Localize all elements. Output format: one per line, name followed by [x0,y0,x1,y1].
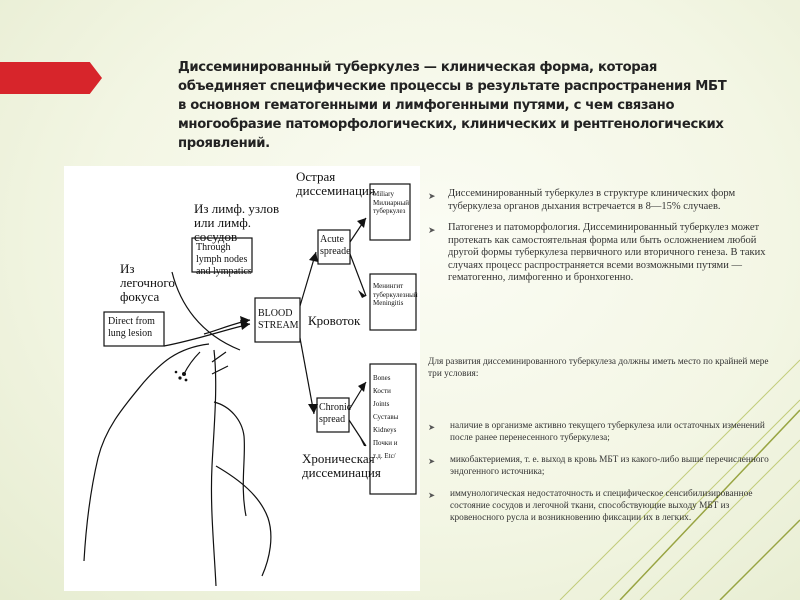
meningitis-label: Менингит туберкулезный Meningitis [373,282,418,307]
bullet-list [428,188,780,294]
arrowhead-bullet-icon: ➤ [428,456,436,466]
chronic-spread-label: Chronic spread [319,402,352,425]
chronic-dissemination-label: Хроническая диссеминация [302,451,381,480]
condition-item [428,454,780,478]
arrowhead-bullet-icon: ➤ [428,191,436,201]
miliary-label: Miliary Милиарный туберкулез [373,190,410,215]
slide-title: Диссеминированный туберкулез — клиническая форма, которая объединяет специфические процессы в результате распространения МБТ в основном гематогенными и лимфогенными путями, с чем связано многообразие патоморфологических, клинических и рентгенологических проявлений. [178,60,727,151]
condition-text: микобактериемия, т. е. выход в кровь МБТ из какого-либо выше перечисленного эндогенного источника; [450,455,769,477]
from-lung-focus-label: Из легочного фокуса [120,261,175,304]
through-lymph-label: Through lymph nodes and lympatics [196,242,252,277]
condition-text: иммунологическая недостаточность и специфическое сенсибилизированное состояние сосудов и легочной ткани, способствующие выходу МБТ из кровеносного русла и возникновению фиксации их в легких. [450,489,753,523]
acute-dissemination-label: Острая диссеминация [296,169,375,198]
bullet-text: Патогенез и патоморфология. Диссеминированный туберкулез может протекать как самостоятельная форма или быть осложнением любой другой формы туберкулеза первичного или вторичного генеза. В таких случаях процесс распространяется всеми возможными путями — гематогенно, лимфогенно и бронхогенно. [448,222,766,283]
condition-text: наличие в организме активно текущего туберкулеза или остаточных изменений после ранее перенесенного туберкулеза; [450,421,765,443]
bullet-text: Диссеминированный туберкулез в структуре клинических форм туберкулеза органов дыхания встречается в 8—15% случаев. [448,188,736,212]
arrowhead-bullet-icon: ➤ [428,225,436,235]
bullet-item [428,222,780,285]
red-accent-bar [0,62,102,94]
arrowhead-bullet-icon: ➤ [428,422,436,432]
blood-stream-ru-label: Кровоток [308,313,361,328]
mediastinum-contour [211,350,216,586]
conditions-list [428,420,780,534]
bullet-item [428,188,780,213]
condition-item [428,420,780,444]
lung-contour [84,344,209,561]
organs-label: Bones Кости Joints Суставы Kidneys Почки и т.д. Etc/ [373,374,399,460]
blood-stream-label: BLOOD STREAM [258,308,299,331]
from-lymph-label: Из лимф. узлов или лимф. сосудов [194,201,280,244]
direct-from-lung-label: Direct from lung lesion [108,316,155,339]
condition-item [428,488,780,524]
acute-spread-label: Acute spreade [320,234,351,257]
arrowhead-bullet-icon: ➤ [428,490,436,500]
dissemination-diagram [64,166,420,591]
conditions-intro: Для развития диссеминированного туберкулеза должны иметь место по крайней мере три условия: [428,357,769,379]
